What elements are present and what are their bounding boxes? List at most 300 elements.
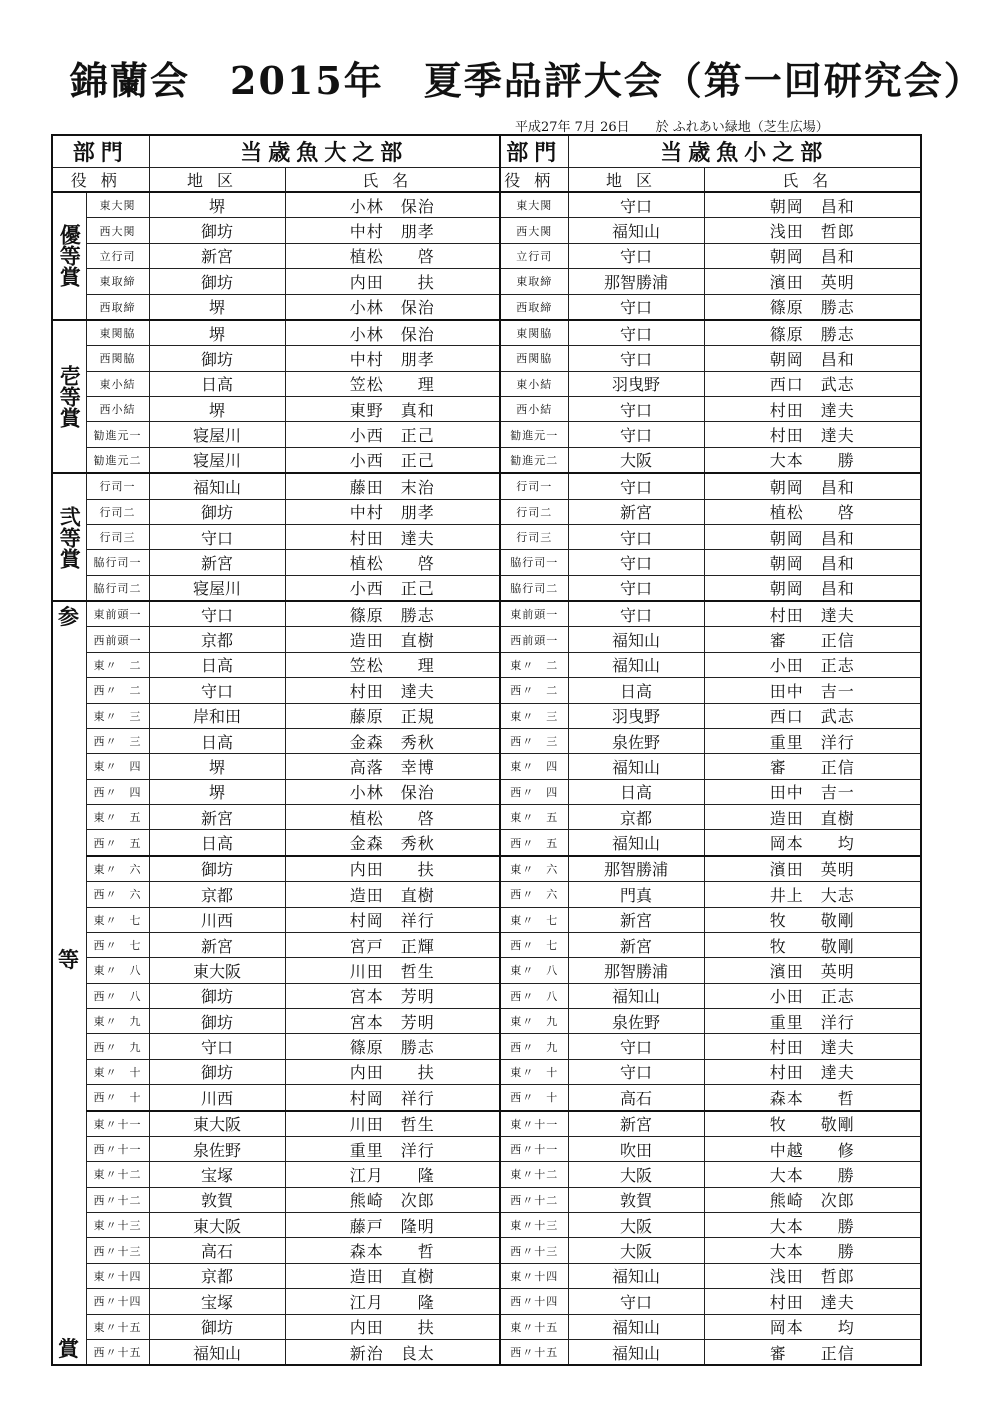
table-row	[52, 1009, 921, 1034]
row-role-left: 行司一	[86, 473, 149, 499]
col-role-left: 役柄	[52, 168, 149, 193]
row-region-right: 福知山	[568, 652, 704, 677]
row-name-left: 篠原 勝志	[285, 1034, 500, 1059]
row-region-left: 京都	[149, 627, 285, 652]
row-name-right: 牧 敬剛	[704, 907, 921, 932]
row-role-left: 西〃 五	[86, 830, 149, 856]
table-row	[52, 550, 921, 575]
row-region-right: 守口	[568, 192, 704, 218]
row-name-right: 浅田 哲郎	[704, 1263, 921, 1288]
row-role-right: 東取締	[500, 269, 568, 294]
row-role-right: 東〃 二	[500, 652, 568, 677]
table-row	[52, 703, 921, 728]
dept-label-right: 部門	[500, 135, 568, 168]
col-role-right: 役柄	[500, 168, 568, 193]
row-role-left: 脇行司二	[86, 575, 149, 601]
row-region-right: 門真	[568, 882, 704, 907]
row-role-left: 西〃十五	[86, 1339, 149, 1365]
row-region-left: 堺	[149, 779, 285, 804]
group-label-yu: 優等賞	[52, 192, 86, 320]
row-role-right: 東〃十二	[500, 1162, 568, 1187]
row-role-left: 西〃 二	[86, 678, 149, 703]
row-role-left: 東前頭一	[86, 601, 149, 627]
row-role-left: 西関脇	[86, 346, 149, 371]
table-row	[52, 1034, 921, 1059]
table-row	[52, 1187, 921, 1212]
row-region-left: 守口	[149, 524, 285, 549]
row-name-right: 熊崎 次郎	[704, 1187, 921, 1212]
row-name-right: 村田 達夫	[704, 1034, 921, 1059]
row-role-left: 西〃 十	[86, 1085, 149, 1111]
row-region-right: 大阪	[568, 1213, 704, 1238]
row-name-left: 村田 達夫	[285, 678, 500, 703]
row-name-right: 重里 洋行	[704, 728, 921, 753]
row-role-right: 西大関	[500, 218, 568, 243]
row-name-left: 笠松 理	[285, 652, 500, 677]
table-row	[52, 294, 921, 320]
row-region-left: 寝屋川	[149, 422, 285, 447]
col-name-left: 氏名	[285, 168, 500, 193]
row-role-left: 東〃 五	[86, 805, 149, 830]
row-role-right: 西〃十五	[500, 1339, 568, 1365]
row-name-left: 藤戸 隆明	[285, 1213, 500, 1238]
row-role-right: 東〃十五	[500, 1314, 568, 1339]
row-role-right: 東〃 十	[500, 1059, 568, 1084]
row-name-left: 植松 啓	[285, 550, 500, 575]
event-date-venue: 平成27年 7月 26日 於 ふれあい緑地（芝生広場）	[515, 120, 829, 135]
row-region-left: 東大阪	[149, 1111, 285, 1137]
row-region-right: 泉佐野	[568, 728, 704, 753]
group-label-san	[52, 601, 86, 1365]
row-region-left: 堺	[149, 320, 285, 346]
row-role-left: 脇行司一	[86, 550, 149, 575]
row-region-left: 日高	[149, 728, 285, 753]
row-name-left: 川田 哲生	[285, 1111, 500, 1137]
row-name-right: 朝岡 昌和	[704, 524, 921, 549]
row-region-right: 福知山	[568, 627, 704, 652]
row-name-left: 内田 扶	[285, 269, 500, 294]
row-region-left: 岸和田	[149, 703, 285, 728]
table-row	[52, 1162, 921, 1187]
row-region-right: 大阪	[568, 1238, 704, 1263]
row-region-left: 東大阪	[149, 958, 285, 983]
table-row	[52, 473, 921, 499]
col-name-right: 氏名	[704, 168, 921, 193]
dept-label-left: 部門	[52, 135, 149, 168]
row-name-left: 小西 正己	[285, 422, 500, 447]
table-row	[52, 499, 921, 524]
table-row	[52, 601, 921, 627]
row-role-right: 東〃 九	[500, 1009, 568, 1034]
row-name-left: 造田 直樹	[285, 627, 500, 652]
row-region-right: 守口	[568, 422, 704, 447]
row-role-right: 西関脇	[500, 346, 568, 371]
row-name-left: 小西 正己	[285, 575, 500, 601]
row-region-left: 守口	[149, 1034, 285, 1059]
row-name-left: 川田 哲生	[285, 958, 500, 983]
row-role-right: 東〃 五	[500, 805, 568, 830]
row-name-left: 植松 啓	[285, 805, 500, 830]
row-name-left: 中村 朋孝	[285, 218, 500, 243]
row-role-right: 勧進元二	[500, 447, 568, 473]
row-region-left: 日高	[149, 652, 285, 677]
row-role-right: 西〃 五	[500, 830, 568, 856]
row-region-left: 守口	[149, 601, 285, 627]
row-region-right: 吹田	[568, 1136, 704, 1161]
row-name-right: 朝岡 昌和	[704, 346, 921, 371]
table-row	[52, 652, 921, 677]
row-region-left: 堺	[149, 294, 285, 320]
row-name-left: 金森 秀秋	[285, 830, 500, 856]
row-name-left: 江月 隆	[285, 1289, 500, 1314]
row-role-right: 勧進元一	[500, 422, 568, 447]
table-row	[52, 422, 921, 447]
row-name-right: 牧 敬剛	[704, 1111, 921, 1137]
row-name-left: 内田 扶	[285, 856, 500, 882]
row-region-left: 堺	[149, 192, 285, 218]
row-role-right: 西小結	[500, 397, 568, 422]
row-name-left: 小林 保治	[285, 779, 500, 804]
table-row	[52, 932, 921, 957]
row-role-right: 西〃十二	[500, 1187, 568, 1212]
table-row	[52, 1111, 921, 1137]
row-region-left: 新宮	[149, 932, 285, 957]
row-name-left: 笠松 理	[285, 371, 500, 396]
table-row	[52, 882, 921, 907]
row-region-left: 守口	[149, 678, 285, 703]
row-role-right: 東〃十四	[500, 1263, 568, 1288]
row-role-left: 東〃 六	[86, 856, 149, 882]
group-label-char: 参	[58, 604, 79, 629]
row-region-right: 福知山	[568, 754, 704, 779]
row-role-right: 西取締	[500, 294, 568, 320]
row-region-right: 福知山	[568, 830, 704, 856]
row-region-right: 羽曳野	[568, 371, 704, 396]
row-name-left: 宮本 芳明	[285, 1009, 500, 1034]
row-role-left: 西〃 四	[86, 779, 149, 804]
row-name-right: 小田 正志	[704, 983, 921, 1008]
table-row	[52, 524, 921, 549]
row-role-right: 西〃 二	[500, 678, 568, 703]
row-region-left: 福知山	[149, 473, 285, 499]
row-name-left: 森本 哲	[285, 1238, 500, 1263]
table-row	[52, 805, 921, 830]
ranking-table	[51, 134, 922, 1366]
row-name-right: 岡本 均	[704, 1314, 921, 1339]
row-name-left: 高落 幸博	[285, 754, 500, 779]
row-role-right: 東大関	[500, 192, 568, 218]
row-name-left: 重里 洋行	[285, 1136, 500, 1161]
table-row	[52, 243, 921, 268]
row-region-right: 守口	[568, 575, 704, 601]
row-name-left: 村岡 祥行	[285, 1085, 500, 1111]
row-region-right: 福知山	[568, 218, 704, 243]
row-role-right: 西〃十四	[500, 1289, 568, 1314]
row-region-right: 守口	[568, 1059, 704, 1084]
row-name-left: 造田 直樹	[285, 1263, 500, 1288]
row-region-left: 宝塚	[149, 1289, 285, 1314]
row-region-right: 新宮	[568, 932, 704, 957]
row-name-left: 宮戸 正輝	[285, 932, 500, 957]
row-role-left: 東〃 十	[86, 1059, 149, 1084]
row-role-left: 東〃十三	[86, 1213, 149, 1238]
row-role-left: 西〃十一	[86, 1136, 149, 1161]
table-row	[52, 1136, 921, 1161]
table-row	[52, 678, 921, 703]
row-region-left: 宝塚	[149, 1162, 285, 1187]
row-region-left: 新宮	[149, 243, 285, 268]
row-name-left: 藤原 正規	[285, 703, 500, 728]
table-row	[52, 907, 921, 932]
row-name-right: 西口 武志	[704, 703, 921, 728]
row-name-right: 植松 啓	[704, 499, 921, 524]
row-role-right: 立行司	[500, 243, 568, 268]
header-row-columns	[52, 168, 921, 193]
group-label-ichi: 壱等賞	[52, 320, 86, 473]
table-row	[52, 1085, 921, 1111]
table-row	[52, 1059, 921, 1084]
col-region-right: 地区	[568, 168, 704, 193]
row-name-left: 金森 秀秋	[285, 728, 500, 753]
row-role-right: 西〃十一	[500, 1136, 568, 1161]
row-region-right: 那智勝浦	[568, 856, 704, 882]
row-role-left: 西大関	[86, 218, 149, 243]
table-row	[52, 856, 921, 882]
row-role-right: 行司二	[500, 499, 568, 524]
row-region-left: 敦賀	[149, 1187, 285, 1212]
row-role-right: 東関脇	[500, 320, 568, 346]
row-role-left: 勧進元二	[86, 447, 149, 473]
table-row	[52, 371, 921, 396]
row-region-right: 守口	[568, 524, 704, 549]
row-region-right: 泉佐野	[568, 1009, 704, 1034]
row-name-left: 内田 扶	[285, 1314, 500, 1339]
row-region-left: 川西	[149, 1085, 285, 1111]
row-name-left: 新治 良太	[285, 1339, 500, 1365]
row-name-right: 朝岡 昌和	[704, 575, 921, 601]
row-name-right: 浅田 哲郎	[704, 218, 921, 243]
row-name-left: 小林 保治	[285, 320, 500, 346]
group-label-char: 賞	[58, 1336, 79, 1362]
row-role-left: 西〃十三	[86, 1238, 149, 1263]
row-role-right: 東〃 三	[500, 703, 568, 728]
row-region-left: 御坊	[149, 499, 285, 524]
row-region-right: 高石	[568, 1085, 704, 1111]
row-name-left: 小西 正己	[285, 447, 500, 473]
row-name-right: 朝岡 昌和	[704, 550, 921, 575]
row-region-left: 京都	[149, 1263, 285, 1288]
table-row	[52, 269, 921, 294]
row-name-left: 小林 保治	[285, 192, 500, 218]
row-name-left: 藤田 末治	[285, 473, 500, 499]
row-name-right: 田中 吉一	[704, 678, 921, 703]
row-region-right: 守口	[568, 473, 704, 499]
row-role-right: 西〃 七	[500, 932, 568, 957]
row-name-right: 田中 吉一	[704, 779, 921, 804]
row-name-right: 中越 修	[704, 1136, 921, 1161]
row-role-left: 東小結	[86, 371, 149, 396]
row-role-left: 東〃 七	[86, 907, 149, 932]
row-name-right: 村田 達夫	[704, 1289, 921, 1314]
table-row	[52, 1213, 921, 1238]
row-name-left: 村田 達夫	[285, 524, 500, 549]
row-name-left: 造田 直樹	[285, 882, 500, 907]
row-region-right: 福知山	[568, 1339, 704, 1365]
table-row	[52, 397, 921, 422]
row-region-right: 新宮	[568, 907, 704, 932]
row-role-right: 東〃十一	[500, 1111, 568, 1137]
row-region-left: 東大阪	[149, 1213, 285, 1238]
row-name-right: 篠原 勝志	[704, 320, 921, 346]
row-region-right: 新宮	[568, 1111, 704, 1137]
row-region-left: 御坊	[149, 1059, 285, 1084]
row-name-left: 中村 朋孝	[285, 346, 500, 371]
row-region-right: 福知山	[568, 983, 704, 1008]
row-region-left: 御坊	[149, 856, 285, 882]
row-role-left: 西取締	[86, 294, 149, 320]
row-role-right: 東〃 七	[500, 907, 568, 932]
row-name-right: 西口 武志	[704, 371, 921, 396]
row-name-left: 村岡 祥行	[285, 907, 500, 932]
row-role-left: 東〃 三	[86, 703, 149, 728]
dept-title-left: 当歳魚大之部	[149, 135, 500, 168]
row-region-left: 高石	[149, 1238, 285, 1263]
table-row	[52, 627, 921, 652]
row-role-left: 西〃 七	[86, 932, 149, 957]
row-region-left: 堺	[149, 397, 285, 422]
table-row	[52, 218, 921, 243]
row-name-left: 植松 啓	[285, 243, 500, 268]
row-name-left: 熊崎 次郎	[285, 1187, 500, 1212]
row-role-right: 西〃 八	[500, 983, 568, 1008]
row-role-left: 立行司	[86, 243, 149, 268]
row-region-right: 守口	[568, 346, 704, 371]
table-row	[52, 958, 921, 983]
row-region-left: 新宮	[149, 550, 285, 575]
row-name-right: 岡本 均	[704, 830, 921, 856]
table-row	[52, 1289, 921, 1314]
table-row	[52, 983, 921, 1008]
col-region-left: 地区	[149, 168, 285, 193]
row-role-right: 東前頭一	[500, 601, 568, 627]
table-row	[52, 1263, 921, 1288]
row-region-left: 御坊	[149, 346, 285, 371]
row-role-left: 東〃 八	[86, 958, 149, 983]
row-name-left: 東野 真和	[285, 397, 500, 422]
row-region-right: 那智勝浦	[568, 269, 704, 294]
row-region-right: 羽曳野	[568, 703, 704, 728]
row-region-left: 御坊	[149, 218, 285, 243]
row-region-left: 御坊	[149, 269, 285, 294]
row-role-left: 東関脇	[86, 320, 149, 346]
row-role-right: 西〃 十	[500, 1085, 568, 1111]
row-role-left: 東〃 四	[86, 754, 149, 779]
row-name-right: 大本 勝	[704, 1162, 921, 1187]
row-role-left: 西〃 九	[86, 1034, 149, 1059]
row-role-left: 行司二	[86, 499, 149, 524]
row-role-right: 西〃十三	[500, 1238, 568, 1263]
row-name-right: 井上 大志	[704, 882, 921, 907]
row-region-left: 堺	[149, 754, 285, 779]
row-role-left: 勧進元一	[86, 422, 149, 447]
row-name-right: 牧 敬剛	[704, 932, 921, 957]
row-role-left: 西〃 八	[86, 983, 149, 1008]
row-region-right: 守口	[568, 320, 704, 346]
row-region-right: 守口	[568, 1289, 704, 1314]
row-name-right: 審 正信	[704, 1339, 921, 1365]
row-name-right: 造田 直樹	[704, 805, 921, 830]
row-region-right: 日高	[568, 678, 704, 703]
row-name-right: 森本 哲	[704, 1085, 921, 1111]
row-role-left: 行司三	[86, 524, 149, 549]
row-region-left: 泉佐野	[149, 1136, 285, 1161]
row-name-left: 内田 扶	[285, 1059, 500, 1084]
row-name-right: 大本 勝	[704, 447, 921, 473]
row-region-right: 大阪	[568, 447, 704, 473]
row-name-right: 大本 勝	[704, 1238, 921, 1263]
header-row-dept	[52, 135, 921, 168]
row-name-left: 中村 朋孝	[285, 499, 500, 524]
row-role-left: 東〃十四	[86, 1263, 149, 1288]
row-role-left: 東〃 九	[86, 1009, 149, 1034]
row-region-left: 日高	[149, 830, 285, 856]
row-region-right: 日高	[568, 779, 704, 804]
row-name-right: 篠原 勝志	[704, 294, 921, 320]
row-role-right: 東〃 四	[500, 754, 568, 779]
row-role-left: 西〃十四	[86, 1289, 149, 1314]
row-name-right: 朝岡 昌和	[704, 192, 921, 218]
table-row	[52, 1314, 921, 1339]
row-role-left: 東大関	[86, 192, 149, 218]
row-region-right: 守口	[568, 294, 704, 320]
row-region-left: 御坊	[149, 1314, 285, 1339]
table-row	[52, 575, 921, 601]
row-region-right: 福知山	[568, 1263, 704, 1288]
row-role-left: 西小結	[86, 397, 149, 422]
table-row	[52, 1238, 921, 1263]
dept-title-right: 当歳魚小之部	[568, 135, 921, 168]
group-label-char: 等	[58, 947, 79, 972]
row-role-left: 東〃十二	[86, 1162, 149, 1187]
row-role-left: 東〃十一	[86, 1111, 149, 1137]
row-name-left: 宮本 芳明	[285, 983, 500, 1008]
row-name-right: 村田 達夫	[704, 601, 921, 627]
row-name-left: 篠原 勝志	[285, 601, 500, 627]
row-role-right: 東小結	[500, 371, 568, 396]
row-region-right: 守口	[568, 397, 704, 422]
row-region-right: 守口	[568, 1034, 704, 1059]
row-role-right: 西〃 九	[500, 1034, 568, 1059]
row-name-right: 朝岡 昌和	[704, 473, 921, 499]
row-name-right: 大本 勝	[704, 1213, 921, 1238]
row-region-left: 寝屋川	[149, 575, 285, 601]
table-row	[52, 320, 921, 346]
row-role-right: 西〃 四	[500, 779, 568, 804]
row-role-left: 西前頭一	[86, 627, 149, 652]
row-name-right: 濱田 英明	[704, 856, 921, 882]
row-region-left: 川西	[149, 907, 285, 932]
table-row	[52, 754, 921, 779]
row-region-right: 守口	[568, 550, 704, 575]
table-row	[52, 192, 921, 218]
row-role-right: 西〃 六	[500, 882, 568, 907]
row-name-right: 村田 達夫	[704, 397, 921, 422]
row-region-left: 新宮	[149, 805, 285, 830]
row-name-right: 審 正信	[704, 627, 921, 652]
row-name-right: 重里 洋行	[704, 1009, 921, 1034]
row-name-right: 小田 正志	[704, 652, 921, 677]
row-name-left: 江月 隆	[285, 1162, 500, 1187]
